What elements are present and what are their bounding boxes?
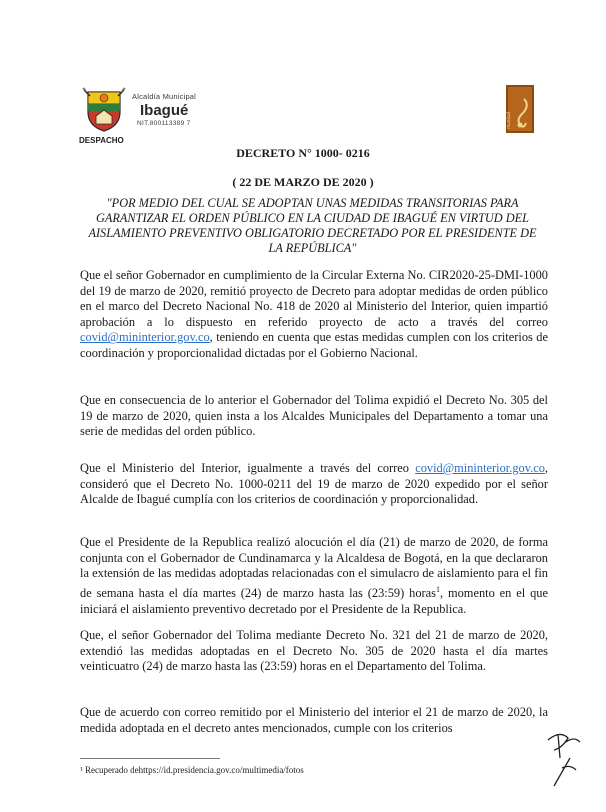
entity-name: Alcaldía Municipal bbox=[132, 92, 197, 101]
decree-subject: "POR MEDIO DEL CUAL SE ADOPTAN UNAS MEDIDAS TRANSITORIAS PARA GARANTIZAR EL ORDEN PÚBLICO EN LA CIUDAD DE IBAGUÉ EN VIRTUD DEL AISLAMIENTO PREVENTIVO OBLIGATORIO DECRETADO POR EL PRESIDENTE DE LA REPÚBLICA" bbox=[88, 196, 537, 255]
paragraph-1-text-end: , teniendo en cuenta que estas medidas cumplen con los criterios de coordinación y proporcionalidad dictadas por el Gobierno Nacional. bbox=[80, 330, 548, 360]
paragraph-1-text: Que el señor Gobernador en cumplimiento de la Circular Externa No. CIR2020-25-DMI-1000 del 19 de marzo de 2020, remitió proyecto de Decreto para adoptar medidas de orden público en el marco del Decreto Nacional No. 418 de 2020 al Ministerio del Interior, quien impartió aprobación a lo dispuesto en referido proyecto de acto a través del correo bbox=[80, 268, 548, 329]
paragraph-4-text: Que el Presidente de la Republica realizó alocución el día (21) de marzo de 2020, de forma conjunta con el Gobernador de Cundinamarca y la Alcaldesa de Bogotá, en la que declararon la extensión de las medidas adoptadas relacionadas con el simulacro de aislamiento para el fin de semana hasta el día martes (24) de marzo hasta las (23:59) horas bbox=[80, 535, 548, 600]
email-link[interactable]: covid@mininterior.gov.co bbox=[415, 461, 545, 475]
city-name: Ibagué bbox=[140, 102, 189, 119]
musical-city-logo-icon bbox=[506, 85, 534, 133]
email-link[interactable]: covid@mininterior.gov.co bbox=[80, 330, 210, 345]
footnote: ¹ Recuperado dehttps://id.presidencia.gov.co/multimedia/fotos bbox=[80, 765, 304, 775]
decree-number: DECRETO N° 1000- 0216 bbox=[236, 146, 370, 160]
paragraph-2: Que en consecuencia de lo anterior el Gobernador del Tolima expidió el Decreto No. 305 del 19 de marzo de 2020, quien insta a los Alcaldes Municipales del Departamento a tomar una serie de medidas del orden público. bbox=[80, 393, 548, 439]
paragraph-3-text-end: , consideró que el Decreto No. 1000-0211 del 19 de marzo de 2020 expedido por el señor Alcalde de Ibagué cumplía con los criterios de coordinación y proporcionalidad. bbox=[80, 461, 548, 507]
office-label: DESPACHO bbox=[79, 136, 124, 145]
decree-date: ( 22 DE MARZO DE 2020 ) bbox=[232, 175, 374, 189]
paragraph-4 bbox=[80, 535, 548, 617]
paragraph-4-text-end: , momento en el que iniciará el aislamiento preventivo decretado por el Presidente de la Republica. bbox=[80, 585, 548, 616]
municipality-header bbox=[132, 92, 196, 127]
footnote-marker: 1 bbox=[435, 584, 440, 594]
right-logo-text: musical bbox=[506, 112, 512, 129]
paragraph-6: Que de acuerdo con correo remitido por el Ministerio del interior el 21 de marzo de 2020, la medida adoptada en el decreto antes mencionados, cumple con los criterios bbox=[80, 705, 548, 735]
footnote-divider bbox=[80, 758, 220, 759]
paragraph-3-text: Que el Ministerio del Interior, igualmente a través del correo bbox=[80, 461, 416, 475]
paragraph-1 bbox=[80, 268, 548, 362]
paragraph-5: Que, el señor Gobernador del Tolima mediante Decreto No. 321 del 21 de marzo de 2020, extendió las medidas adoptadas en el Decreto No. 305 de 2020 hasta el día martes veinticuatro (24) de marzo hasta las (23:59) horas en el Departamento del Tolima. bbox=[80, 628, 548, 674]
handwritten-initials-icon bbox=[540, 728, 588, 790]
paragraph-3 bbox=[80, 461, 548, 508]
nit-number: NIT.800113389 7 bbox=[137, 120, 191, 127]
ibague-coat-of-arms-icon bbox=[82, 86, 126, 132]
